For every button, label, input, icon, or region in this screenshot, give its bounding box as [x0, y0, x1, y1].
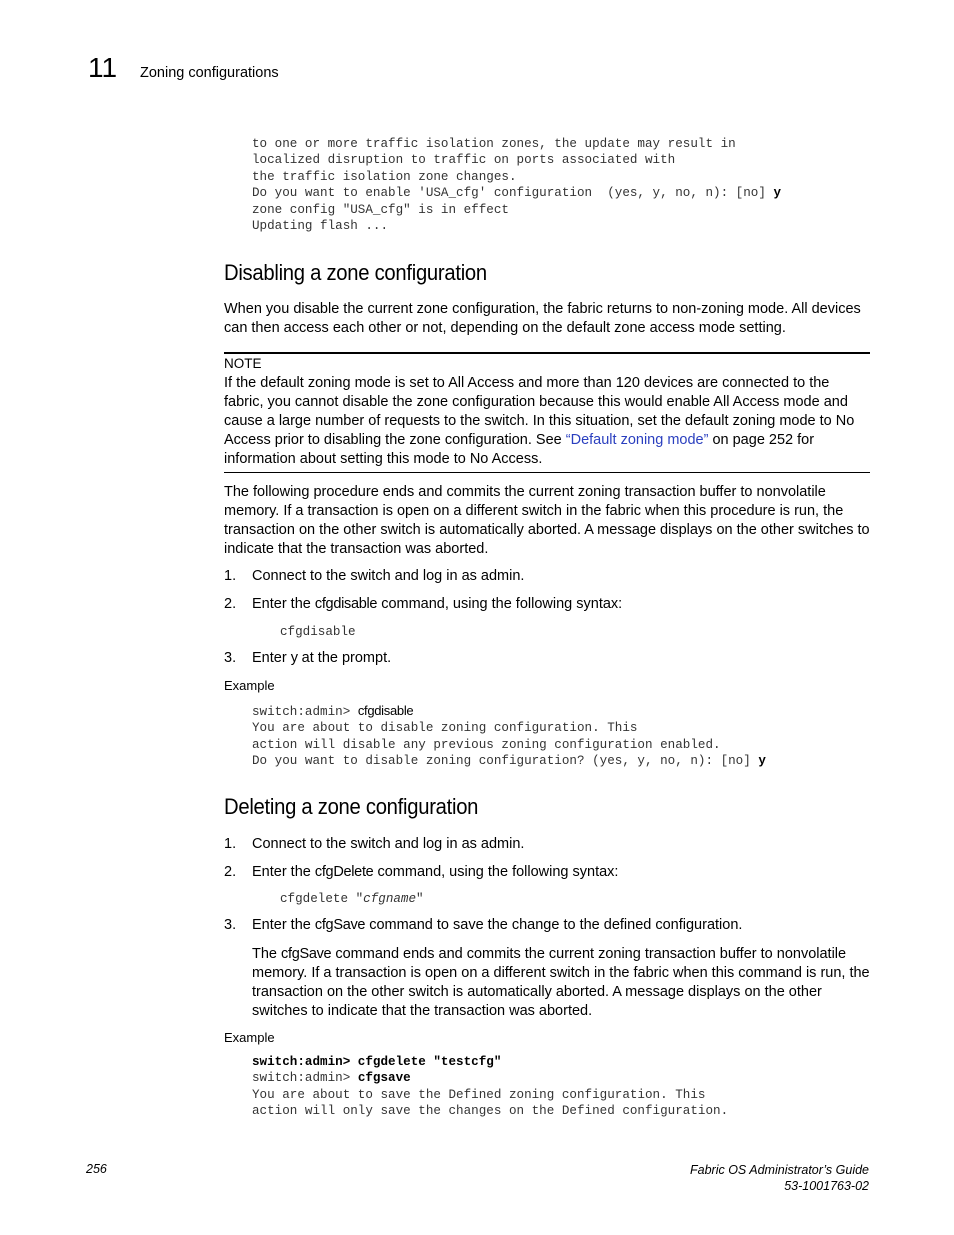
command-name: cfgdisable [357, 703, 414, 718]
prompt: switch:admin> [252, 705, 358, 719]
procedure-intro: The following procedure ends and commits the current zoning transaction buffer to nonvolatile memory. If a transaction is open on a different switch in the fabric when this procedure is run, the transaction on the other switch is automatically aborted. A message displays on the other switches to indicate that the transaction was aborted. [224, 484, 870, 557]
step-number: 2. [224, 596, 237, 612]
step-text: Connect to the switch and log in as admin. [252, 836, 525, 852]
command-name: y [290, 650, 298, 666]
step-text: Connect to the switch and log in as admin. [252, 568, 525, 584]
note-text [224, 374, 870, 469]
step-1 [224, 835, 524, 854]
code-line: localized disruption to traffic on ports associated with [252, 153, 676, 168]
example-label: Example [224, 1030, 275, 1045]
note-label: NOTE [224, 356, 262, 371]
code-line: to one or more traffic isolation zones, the update may result in [252, 137, 736, 151]
section-heading-disabling: Disabling a zone configuration [224, 260, 487, 285]
step-number: 3. [224, 917, 237, 933]
syntax-cfgdelete [280, 891, 424, 907]
step-text: Enter [252, 650, 291, 666]
code-line: the traffic isolation zone changes. [252, 169, 517, 184]
code-answer: y [773, 186, 782, 201]
command-name: cfgDelete [314, 864, 374, 880]
step-1 [224, 567, 524, 586]
step-3 [224, 916, 742, 935]
chapter-title: Zoning configurations [140, 65, 279, 81]
code-line: zone config "USA_cfg" is in effect [252, 202, 509, 217]
step-text: Enter the [252, 864, 315, 880]
top-code-block [252, 136, 781, 234]
code-line: Do you want to disable zoning configuration? (yes, y, no, n): [no] [252, 754, 759, 769]
code-line: switch:admin> cfgdelete "testcfg" [252, 1055, 502, 1069]
step-text: command, using the following syntax: [377, 596, 623, 612]
code-line: You are about to disable zoning configuration. This [252, 721, 638, 736]
step-text: Enter the [252, 917, 315, 933]
note-rule-top [224, 352, 870, 354]
prompt: switch:admin> [252, 1071, 358, 1086]
code-line: You are about to save the Defined zoning configuration. This [252, 1087, 706, 1102]
code-line: action will disable any previous zoning configuration enabled. [252, 737, 721, 752]
syntax-part: cfgdelete " [280, 892, 364, 906]
cfgsave-description [252, 945, 872, 1021]
page-number: 256 [86, 1162, 107, 1176]
syntax-part: " [416, 892, 424, 906]
step-2 [224, 595, 622, 614]
disabling-intro: When you disable the current zone configuration, the fabric returns to non-zoning mode. All devices can then access each other or not, depending on the default zone access mode setting. [224, 301, 861, 336]
example-code-cfgdisable [252, 703, 766, 770]
step-text: at the prompt. [297, 650, 392, 666]
desc-text: command ends and commits the current zoning transaction buffer to nonvolatile memory. If a transaction is open on a different switch in the fabric when this command is run, the transaction on the other switch is automatically aborted. A message displays on the other switches to indicate that the transaction was aborted. [252, 946, 870, 1019]
desc-text: The [252, 946, 282, 962]
code-line: action will only save the changes on the Defined configuration. [252, 1104, 729, 1119]
command-name: cfgdisable [314, 596, 378, 612]
step-text: command to save the change to the defined configuration. [365, 917, 743, 933]
section-heading-deleting: Deleting a zone configuration [224, 794, 479, 819]
note-text-part: on page 252 for information about setting this mode to No Access. [224, 432, 815, 467]
command-name: cfgSave [281, 946, 332, 962]
step-text: command, using the following syntax: [373, 864, 619, 880]
doc-title: Fabric OS Administrator’s Guide [690, 1163, 869, 1177]
command-name: cfgSave [314, 917, 366, 933]
example-code-cfgdelete [252, 1054, 728, 1120]
step-2 [224, 863, 618, 882]
step-number: 1. [224, 836, 237, 852]
command-name: cfgsave [357, 1071, 411, 1086]
example-label: Example [224, 678, 275, 693]
step-number: 1. [224, 568, 237, 584]
step-number: 3. [224, 650, 237, 666]
step-text: Enter the [252, 596, 315, 612]
step-number: 2. [224, 864, 237, 880]
code-line: Updating flash ... [252, 219, 389, 234]
code-line: Do you want to enable 'USA_cfg' configuration (yes, y, no, n): [no] [252, 186, 774, 201]
note-rule-bottom [224, 472, 870, 473]
syntax-cfgdisable: cfgdisable [280, 625, 356, 639]
chapter-number: 11 [88, 52, 118, 83]
doc-number: 53-1001763-02 [784, 1179, 869, 1193]
note-text-part: If the default zoning mode is set to All Access and more than 120 devices are connected to the fabric, you cannot disable the zone configuration because this would enable All Access mode and cause a large number of requests to the switch. In this situation, set the default zoning mode to No Access prior to disabling the zone configuration. See [224, 375, 855, 448]
syntax-argument: cfgname [363, 892, 417, 906]
step-3 [224, 649, 391, 668]
default-zoning-mode-link[interactable]: “Default zoning mode” [565, 432, 709, 448]
footer-doc-info [690, 1162, 869, 1194]
code-answer: y [758, 754, 766, 769]
